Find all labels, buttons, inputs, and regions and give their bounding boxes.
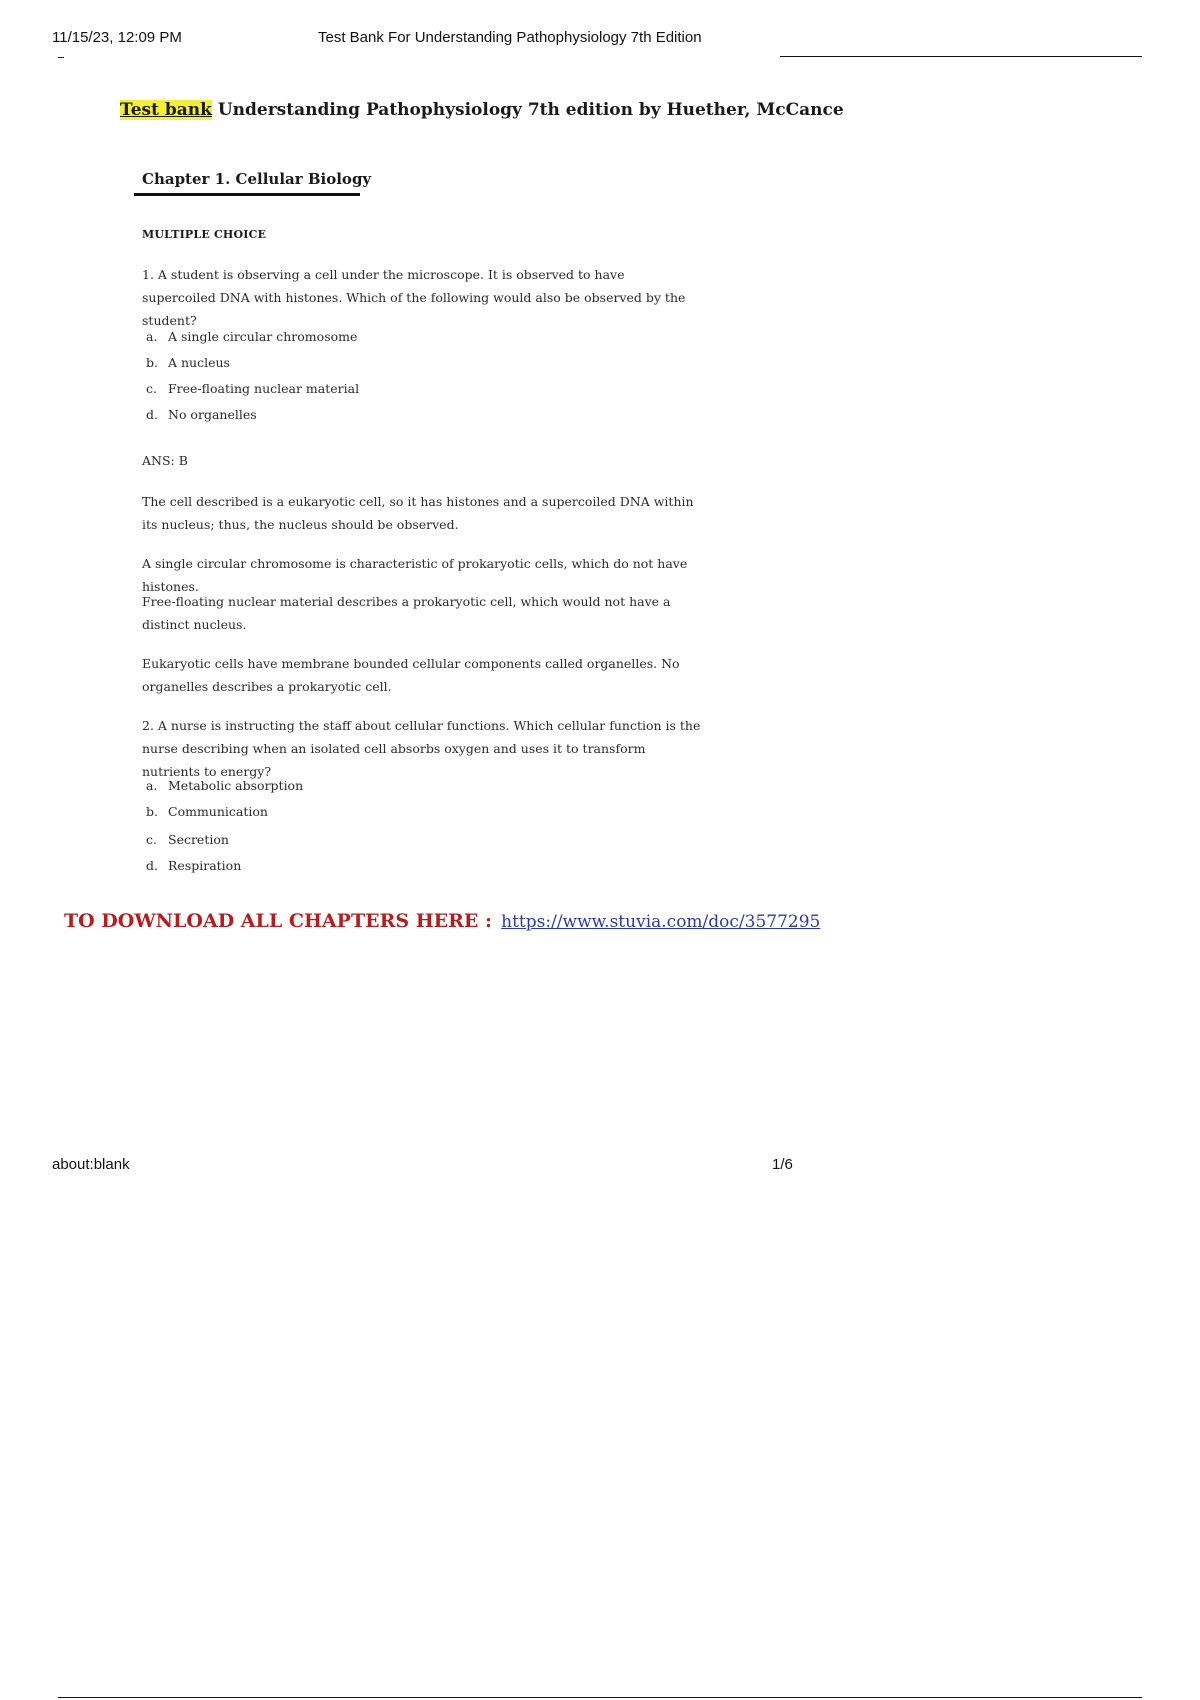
option-text: Metabolic absorption — [168, 778, 304, 793]
option-text: Secretion — [168, 832, 229, 847]
question-1-text: 1. A student is observing a cell under the microscope. It is observed to have supercoiled DNA with histones. Which of the following would also be observed by the student? — [142, 267, 686, 328]
print-footer-url: about:blank — [52, 1156, 130, 1173]
option-letter: c. — [146, 832, 157, 847]
q2-option-c — [146, 832, 229, 847]
q2-option-b — [146, 804, 268, 819]
print-header-datetime: 11/15/23, 12:09 PM — [52, 29, 182, 46]
option-letter: c. — [146, 381, 157, 396]
option-letter: a. — [146, 778, 158, 793]
q2-option-a — [146, 778, 303, 793]
option-letter: a. — [146, 329, 158, 344]
bottom-divider — [58, 1697, 1142, 1698]
q1-rationale-2: A single circular chromosome is characteristic of prokaryotic cells, which do not have histones. — [142, 556, 688, 594]
chapter-title: Chapter 1. Cellular Biology — [142, 170, 372, 188]
option-letter: d. — [146, 407, 158, 422]
option-text: Communication — [168, 804, 268, 819]
option-text: Free-floating nuclear material — [168, 381, 360, 396]
document-heading — [120, 100, 844, 120]
option-letter: b. — [146, 355, 158, 370]
heading-highlight: Test bank — [120, 100, 212, 120]
section-label: MULTIPLE CHOICE — [142, 228, 267, 241]
option-text: A nucleus — [168, 355, 230, 370]
q1-option-c — [146, 381, 359, 396]
q1-option-a — [146, 329, 357, 344]
option-text: No organelles — [168, 407, 257, 422]
heading-rest: Understanding Pathophysiology 7th edition by Huether, McCance — [211, 100, 844, 120]
q2-option-d — [146, 858, 241, 873]
option-text: A single circular chromosome — [168, 329, 358, 344]
download-banner — [64, 910, 820, 932]
q1-rationale-1: The cell described is a eukaryotic cell, so it has histones and a supercoiled DNA within its nucleus; thus, the nucleus should be observed. — [142, 494, 694, 532]
question-2-text: 2. A nurse is instructing the staff about cellular functions. Which cellular function is the nurse describing when an isolated cell absorbs oxygen and uses it to transform nutrients to energy? — [142, 718, 701, 779]
q1-rationale-4: Eukaryotic cells have membrane bounded cellular components called organelles. No organelles describes a prokaryotic cell. — [142, 656, 680, 694]
chapter-underline — [134, 193, 360, 196]
option-letter: b. — [146, 804, 158, 819]
q1-rationale-3: Free-floating nuclear material describes a prokaryotic cell, which would not have a distinct nucleus. — [142, 594, 671, 632]
option-letter: d. — [146, 858, 158, 873]
print-footer-page-number: 1/6 — [772, 1156, 793, 1173]
q1-option-d — [146, 407, 257, 422]
print-header-title: Test Bank For Understanding Pathophysiology 7th Edition — [318, 29, 702, 46]
download-link[interactable]: https://www.stuvia.com/doc/3577295 — [501, 912, 821, 932]
download-text: TO DOWNLOAD ALL CHAPTERS HERE : — [64, 910, 493, 932]
q1-option-b — [146, 355, 230, 370]
option-text: Respiration — [168, 858, 242, 873]
q1-answer: ANS: B — [142, 453, 188, 468]
